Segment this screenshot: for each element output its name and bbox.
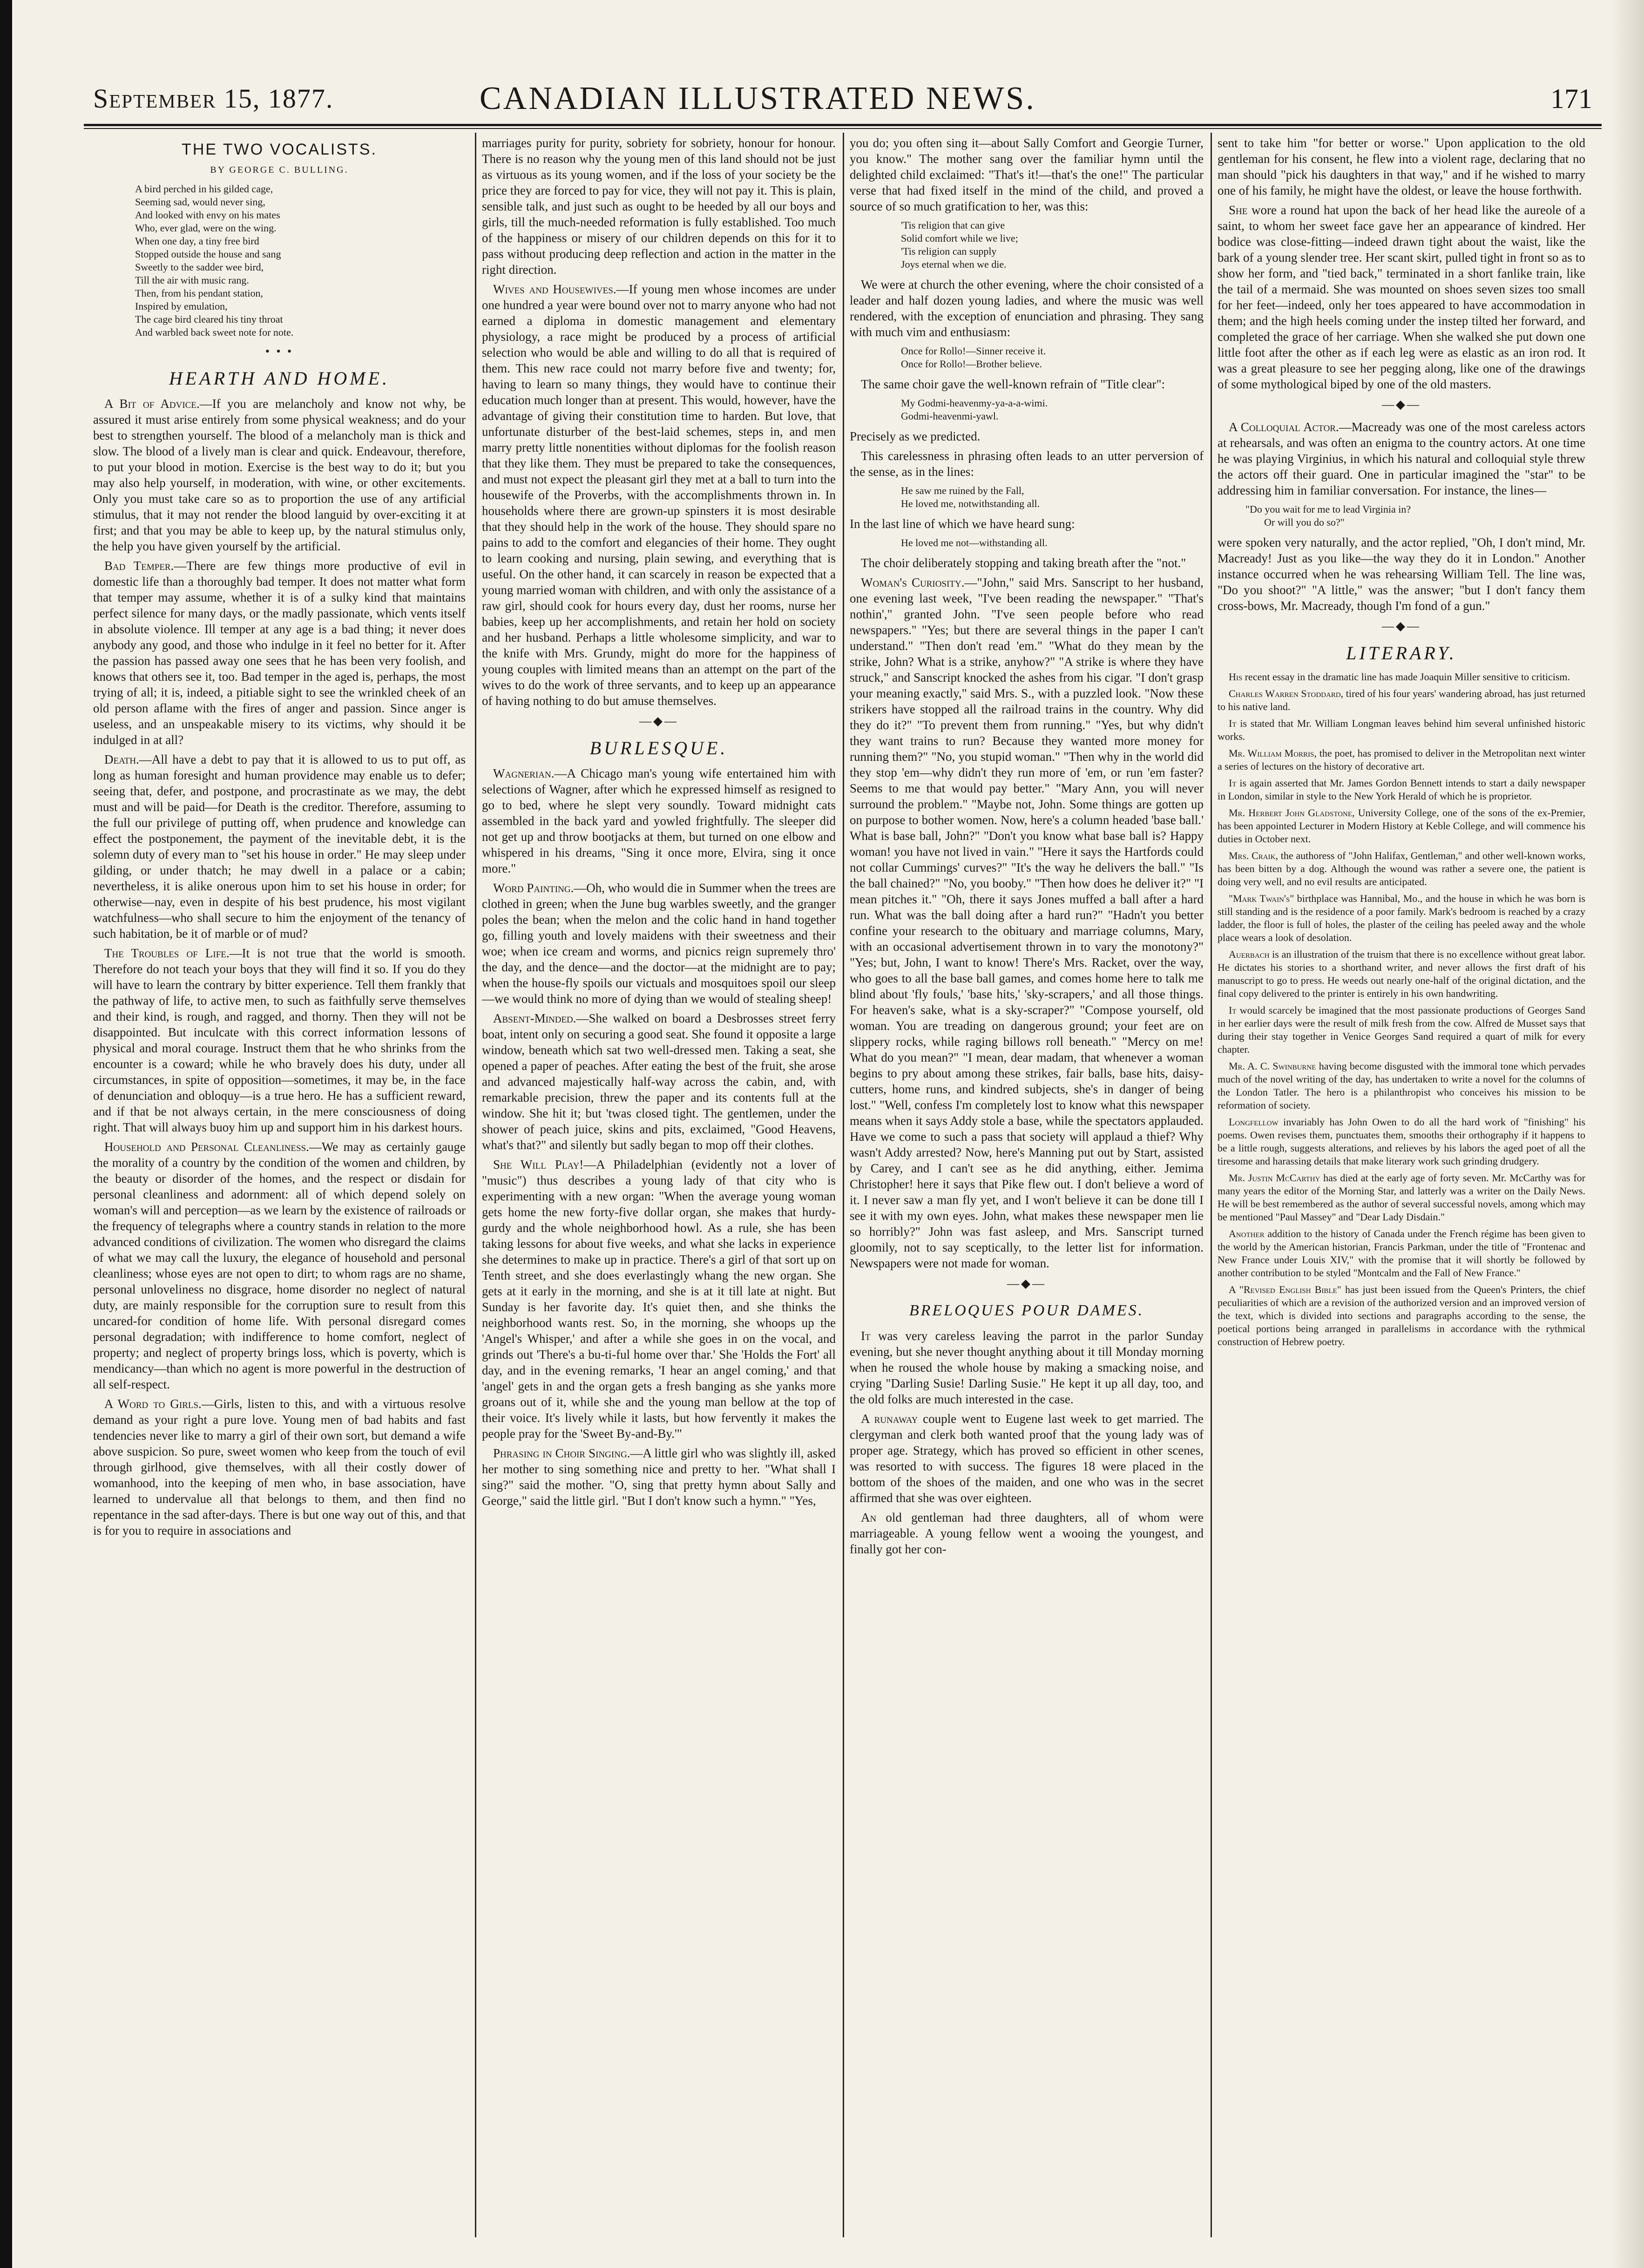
poem-title: THE TWO VOCALISTS.	[182, 141, 377, 158]
note-text: having become disgusted with the immoral tone which pervades much of the novel writing of the day, has undertaken to write a novel for the columns of the London Tatler. The hero is a philanthropist who conceives his mission to be reformation of society.	[1218, 1060, 1585, 1111]
literary-note	[1218, 1116, 1585, 1168]
article-text: In the last line of which we have heard sung:	[850, 517, 1075, 531]
article	[482, 1157, 836, 1442]
column-1	[93, 135, 466, 2230]
article	[1218, 535, 1585, 614]
column-divider	[475, 133, 476, 2237]
column-divider	[843, 133, 844, 2237]
note-lead: Mr. A. C. Swinburne	[1229, 1060, 1316, 1072]
literary-note	[1218, 777, 1585, 803]
note-text: is an illustration of the truism that there is no excellence without great labor. He dictates his stories to a shorthand writer, and never allows the first draft of his manuscript to go to press. He weeds out nearly one-half of the original dictation, and the final copy delivered to the printer is entirely in his own handwriting.	[1218, 948, 1585, 999]
verse-line: 'Tis religion can supply	[901, 245, 997, 257]
article-lead: The Troubles of Life.	[104, 946, 230, 960]
article-text: wore a round hat upon the back of her head like the aureole of a saint, to whom her sweet face gave her an appearance of kindred. Her bodice was close-fitting—indeed drawn tight about the waist, like the bark of a young slender tree. Her scant skirt, pulled tight in front so as to show her form, and "tied back," terminated in a short fanlike train, like the tail of a mermaid. She was mounted on shoes seven sizes too small for her feet—indeed, only her toes appeared to have accommodation in them; and the high heels coming under the instep tilted her forward, and completed the grace of her carriage. When she walked she put down one little foot after the other as if each leg were as elastic as an iron rod. It was a great pleasure to see her pegging along, like one of the drawings of some mythological biped by one of the old masters.	[1218, 203, 1585, 391]
article-text: old gentleman had three daughters, all of whom were marriageable. A young fellow went a wooing the youngest, and finally got her con-	[850, 1510, 1204, 1556]
verse-line: Once for Rollo!—Sinner receive it.	[901, 345, 1046, 357]
article-text: you do; you often sing it—about Sally Comfort and Georgie Turner, you know." The mother sang over the familiar hymn until the delighted child exclaimed: "That's it!—that's the one!" The particular verse that had fixed itself in the mind of the child, and proved a source of so much gratification to her, was this:	[850, 136, 1204, 213]
note-text: is stated that Mr. William Longman leaves behind him several unfinished historic works.	[1218, 718, 1585, 742]
verse	[901, 345, 1204, 371]
article-text: This carelessness in phrasing often leads to an utter perversion of the sense, as in the lines:	[850, 449, 1204, 479]
literary-note	[1218, 747, 1585, 773]
literary-note	[1218, 1171, 1585, 1224]
note-text: birthplace was Hannibal, Mo., and the house in which he was born is still standing and is the residence of a poor family. Mark's bedroom is reached by a crazy ladder, the floor is full of holes, the plaster of the ceiling has peeled away and the whole place wears a look of desolation.	[1218, 893, 1585, 943]
literary-note	[1218, 1283, 1585, 1348]
header-date: September 15, 1877.	[93, 83, 334, 114]
verse-line: Godmi-heavenmi-yawl.	[901, 410, 999, 422]
note-text: has just been issued from the Queen's Printers, the chief peculiarities of which are a revision of the authorized version and an improved version of the text, which is divided into sections and paragraphs according to the sense, the poetical portions being arranged in parallelisms in accordance with the rythmical construction of Hebrew poetry.	[1218, 1284, 1585, 1347]
article	[850, 277, 1204, 340]
article-lead: Bad Temper.	[104, 559, 174, 573]
poem-line: Then, from his pendant station,	[135, 287, 263, 299]
literary-note	[1218, 948, 1585, 1000]
article	[850, 1510, 1204, 1557]
article-text: couple went to Eugene last week to get married. The clergyman and clerk both wanted proof that the young lady was of proper age. Strategy, which has proved so efficient in other scenes, was resorted to with success. The figures 18 were placed in the bottom of the shoes of the maiden, and one who was in the secret affirmed that she was over eighteen.	[850, 1412, 1204, 1505]
ornament: —◆—	[1007, 1277, 1046, 1290]
article-text: —A little girl who was slightly ill, asked her mother to sing something nice and pretty to her. "What shall I sing?" said the mother. "O, sing that pretty hymn about Sally and George," said the little girl. "But I don't know such a hymn." "Yes,	[482, 1446, 836, 1508]
page-edge-shadow	[1611, 0, 1644, 2268]
article-lead: Wagnerian.	[493, 766, 555, 780]
article	[1218, 202, 1585, 392]
ornament: —◆—	[639, 714, 678, 728]
note-text: tired of his four years' wandering abroad, has just returned to his native land.	[1218, 688, 1585, 712]
article-text: The same choir gave the well-known refrain of "Title clear":	[861, 377, 1165, 391]
note-text: addition to the history of Canada under the French régime has been given to the world by the American historian, Francis Parkman, under the title of "Frontenac and New France under Louis XIV," with the promise that it will shortly be followed by another contribution to be styled "Montcalm and the Fall of New France."	[1218, 1228, 1585, 1279]
verse	[901, 484, 1204, 510]
literary-note	[1218, 1227, 1585, 1280]
ornament: —◆—	[1382, 398, 1421, 411]
verse-line: My Godmi-heavenmy-ya-a-a-wimi.	[901, 397, 1048, 409]
article	[850, 1328, 1204, 1407]
note-lead: "Mark Twain's"	[1229, 893, 1294, 904]
article-lead: A Colloquial Actor.	[1229, 420, 1339, 434]
verse	[901, 397, 1204, 423]
verse-line: "Do you wait for me to lead Virginia in?	[1245, 503, 1411, 515]
article-text: was very careless leaving the parrot in the parlor Sunday evening, but she never thought anything about it till Monday morning when he roused the whole house by making a smacking noise, and crying "Darling Susie! Darling Susie." He kept it up all day, too, and the old folks are much interested in the case.	[850, 1329, 1204, 1406]
article-text: —We may as certainly gauge the morality of a country by the condition of the women and children, by the beauty or disorder of the homes, and the respect or disdain for personal cleanliness and adornment: all of which depend solely on woman's will and perception—as we learn by the existence of railroads or the frequency of telegraphs where a country stands in relation to the more advanced conditions of civilization. The women who disregard the claims of what we may call the luxury, the elegance of household and personal cleanliness; whose eyes are not open to dirt; to whom rags are no shame, personal unloveliness no disgrace, home disorder no neglect of natural duty, are mainly responsible for the corruption sure to result from this uncared-for condition of home life. With personal disregard comes personal degradation; with indifference to home comfort, neglect of property; and neglect of property brings loss, which is poverty, which is mendicancy—than which no agent is more powerful in the destruction of all self-respect.	[93, 1140, 466, 1391]
article-lead: Absent-Minded.	[493, 1011, 576, 1025]
poem-byline: BY GEORGE C. BULLING.	[210, 165, 349, 175]
verse-line: He loved me not—withstanding all.	[901, 537, 1048, 548]
article	[93, 945, 466, 1135]
ornament: —◆—	[1382, 619, 1421, 633]
article-lead: Phrasing in Choir Singing.	[493, 1446, 630, 1460]
article-text: —If you are melancholy and know not why, be assured it must arise entirely from some physical weakness; and do your best to strengthen yourself. The blood of a melancholy man is thick and slow. The blood of a lively man is clear and quick. Endeavour, therefore, to put your blood in motion. Exercise is the best way to do it; but you may also help yourself, in moderation, with wine, or other excitements. Only you must take care so as to proportion the use of any artificial stimulus, that it may not render the blood languid by over-exciting it at first; and that you may be able to keep up, by the natural stimulus only, the help you have given yourself by the artificial.	[93, 397, 466, 553]
header-rule-thin	[84, 128, 1602, 129]
article-lead: Word Painting.	[493, 881, 574, 895]
article-text: —Macready was one of the most careless actors at rehearsals, and was often an enigma to the country actors. At one time he was playing Virginius, in which his natural and colloquial style threw the actors off their guard. One in particular imagined the "star" to be addressing him in familiar conversation. For instance, the lines—	[1218, 420, 1585, 497]
article	[482, 1445, 836, 1509]
verse-line: 'Tis religion that can give	[901, 219, 1005, 231]
article	[482, 1010, 836, 1153]
article-lead: Woman's Curiosity.	[861, 575, 965, 589]
article-lead: It	[861, 1329, 871, 1343]
note-lead: It	[1229, 718, 1237, 729]
article-text: —Oh, who would die in Summer when the trees are clothed in green; when the June bug warbles sweetly, and the granger poles the bean; when the melon and the colic hand in hand together go, filling youth and lovely maidens with their sweetness and their woe; when ice cream and worms, and picnics reign supremely thro' the day, and the dence—and the doctor—at the midnight are to pay; when the house-fly spoils our victuals and mosquitoes spoil our sleep—we would think no more of dying than we would of stealing sheep!	[482, 881, 836, 1006]
poem-line: A bird perched in his gilded cage,	[135, 183, 273, 195]
column-3	[850, 135, 1204, 2230]
article-text: Precisely as we predicted.	[850, 429, 981, 443]
page-number: 171	[1550, 83, 1592, 114]
section-heading: BURLESQUE.	[589, 738, 728, 758]
article	[482, 281, 836, 709]
note-text: would scarcely be imagined that the most passionate productions of Georges Sand in her earlier days were the result of milk fresh from the cow. Alfred de Musset says that during their stay together in Venice Georges Sand required a quart of milk for every chapter.	[1218, 1004, 1585, 1055]
note-lead: It	[1229, 777, 1237, 789]
column-divider	[1211, 133, 1212, 2237]
article	[1218, 419, 1585, 498]
article-lead: A runaway	[861, 1412, 918, 1426]
note-lead: It	[1229, 1004, 1237, 1016]
verse-line: Once for Rollo!—Brother believe.	[901, 358, 1042, 370]
section-heading: LITERARY.	[1346, 643, 1457, 663]
note-lead: Mr. Justin McCarthy	[1229, 1172, 1320, 1184]
poem-line: Sweetly to the sadder wee bird,	[135, 261, 264, 273]
article-lead: Household and Personal Cleanliness.	[104, 1140, 309, 1154]
verse-line: Solid comfort while we live;	[901, 232, 1018, 244]
verse-line: He loved me, notwithstanding all.	[901, 498, 1040, 509]
section-heading: BRELOQUES POUR DAMES.	[909, 1302, 1144, 1319]
poem-line: And warbled back sweet note for note.	[135, 326, 294, 338]
article-lead: A Word to Girls.	[104, 1397, 202, 1411]
note-lead: Another	[1229, 1228, 1265, 1239]
article	[93, 751, 466, 941]
article	[850, 135, 1204, 214]
note-lead: His	[1229, 671, 1243, 683]
article-lead: Death.	[104, 752, 139, 766]
article-text: were spoken very naturally, and the actor replied, "Oh, I don't mind, Mr. Macready! Just as you like—the way they do it in London." Another instance occurred when he was rehearsing William Tell. The line was, "Do you shoot?" "A little," was the answer; "but I don't fancy them cross-bows, Mr. Macready, though I'm fond of a gun."	[1218, 535, 1585, 613]
verse	[1245, 503, 1585, 529]
article-text: —She walked on board a Desbrosses street ferry boat, intent only on securing a good seat. She found it opposite a large window, beneath which sat two well-dressed men. Taking a seat, she opened a paper of peaches. After eating the best of the fruit, she arose and advanced majestically half-way across the cabin, and, with remarkable precision, threw the paper and its contents full at the window. She hit it; but 'twas closed tight. The gentlemen, under the shower of peach juice, skins and pits, exclaimed, "Good Heavens, what's that?" and silently but sadly began to mop off their clothes.	[482, 1011, 836, 1152]
article-text: —All have a debt to pay that it is allowed to us to put off, as long as human foresight and human providence may enable us to defer; seeing that, defer, and postpone, and procrastinate as we may, the debt must and will be paid—for Death is the creditor. Therefore, assuming to the full our privilege of putting off, when prudence and knowledge can effect the postponement, the payment of the inevitable debt, it is the solemn duty of every man to "set his house in order." He may sleep under gilding, or under thatch; he may dwell in a palace or a cabin; nevertheless, it is alike onerous upon him to set his house in order; for otherwise—nay, even in despite of his best prudence, his most vigilant watchfulness—who shall secure to him the enjoyment of the tenancy of such habitation, be it of marble or of mud?	[93, 752, 466, 941]
literary-note	[1218, 849, 1585, 888]
section-heading: HEARTH AND HOME.	[169, 368, 390, 389]
literary-note	[1218, 717, 1585, 743]
article	[93, 1139, 466, 1392]
article	[1218, 135, 1585, 198]
article-text: —A Chicago man's young wife entertained him with selections of Wagner, after which he expressed himself as resigned to go to bed, where he slept very soundly. Toward midnight cats assembled in the back yard and yowled frightfully. The sleeper did not get up and throw bootjacks at them, but turned on one elbow and whispered in his dreams, "Sing it once more, Elvira, sing it once more."	[482, 766, 836, 875]
verse	[901, 536, 1204, 549]
literary-note	[1218, 1060, 1585, 1112]
literary-note	[1218, 670, 1585, 684]
poem-line: Seeming sad, would never sing,	[135, 196, 265, 208]
note-lead: Auerbach	[1229, 948, 1270, 960]
article	[850, 1411, 1204, 1506]
article-lead: Wives and Housewives.	[493, 282, 616, 296]
poem-line: Till the air with music rang.	[135, 274, 249, 286]
column-4	[1218, 135, 1585, 2230]
note-lead: Charles Warren Stoddard,	[1229, 688, 1344, 699]
article	[850, 575, 1204, 1271]
header-rule	[84, 124, 1602, 126]
column-2	[482, 135, 836, 2230]
note-lead: Mrs. Craik,	[1229, 850, 1278, 861]
article	[482, 765, 836, 876]
article	[482, 135, 836, 278]
article-text: marriages purity for purity, sobriety for sobriety, honour for honour. There is no reason why the young men of this land should not be just as virtuous as its young women, and if the loss of your society be the price they are forced to pay for vice, they will not pay it. This is plain, sensible talk, and just such as ought to be heeded by all our boys and girls, till the much-needed reformation is fully established. Too much of the happiness or misery of our children depends on this for it to pass without producing deep reflection and action in the matter in the right direction.	[482, 136, 836, 277]
note-text: the authoress of "John Halifax, Gentleman," and other well-known works, has been bitten by a dog. Although the wound was rather a severe one, the patient is doing very well, and no evil results are anticipated.	[1218, 850, 1585, 887]
masthead-title: CANADIAN ILLUSTRATED NEWS.	[480, 81, 1036, 116]
article	[93, 558, 466, 748]
ornament: • • •	[265, 345, 294, 358]
poem-line: Stopped outside the house and sang	[135, 248, 281, 260]
note-text: the poet, has promised to deliver in the Metropolitan next winter a series of lectures on the history of decorative art.	[1218, 747, 1585, 772]
poem	[135, 183, 466, 339]
note-lead: A "Revised English Bible"	[1229, 1284, 1341, 1295]
article-text: The choir deliberately stopping and taking breath after the "not."	[861, 556, 1186, 570]
verse-line: Or will you do so?"	[1264, 516, 1345, 528]
verse	[901, 219, 1204, 271]
poem-line: The cage bird cleared his tiny throat	[135, 313, 283, 325]
note-text: invariably has John Owen to do all the hard work of "finishing" his poems. Owen revises them, punctuates them, smooths their orthography if it happens to be a little rough, suggests alterations, and relieves by his labors the aged poet of all the tiresome and harassing details that make literary work such grinding drudgery.	[1218, 1116, 1585, 1167]
article	[93, 1396, 466, 1538]
literary-notes	[1218, 670, 1585, 1348]
article-text: We were at church the other evening, where the choir consisted of a leader and half dozen young ladies, and where the music was well rendered, with the exception of enunciation and phrasing. They sang with much vim and enthusiasm:	[850, 278, 1204, 339]
literary-note	[1218, 806, 1585, 846]
note-text: has died at the early age of forty seven. Mr. McCarthy was for many years the editor of the Morning Star, and latterly was a writer on the Daily News. He will be best remembered as the author of several successful novels, among which may be mentioned "Paul Massey" and "Dear Lady Disdain."	[1218, 1172, 1585, 1223]
article-lead: She	[1229, 203, 1248, 217]
note-text: University College, one of the sons of the ex-Premier, has been appointed Lecturer in Modern History at Keble College, and will commence his duties in October next.	[1218, 807, 1585, 845]
article	[482, 880, 836, 1007]
poem-line: When one day, a tiny free bird	[135, 235, 259, 247]
poem-line: Who, ever glad, were on the wing.	[135, 222, 277, 234]
article-text: —"John," said Mrs. Sanscript to her husband, one evening last week, "I've been reading the newspaper." "That's nothin'," granted John. "I've seen people before who read newspapers." "Yes; but there are several things in the paper I can't understand." "Then don't read 'em." "What do they mean by the strike, John? What is a strike, anyhow?" "A strike is where they have struck," and Sanscript knocked the ashes from his cigar. "I don't grasp your meaning exactly," said Mrs. S., with a puzzled look. "Now these strikers have stopped all the railroad trains in the country. Why did they do it?" "To prevent them from running." "Yes, but why didn't they want trains to run? Because they wanted more money for running them?" "No, you stupid woman." "Then why in the world did they stop 'em—why didn't they run more of 'em, or run 'em faster? Seems to me that would pay better." "Mary Ann, you will never surround the problem." "Maybe not, John. Some things are gotten up on purpose to bother women. Now, here's a column headed 'base ball.' What is base ball, John?" "Don't you know what base ball is? Happy woman! you have not lived in vain." "Here it says the Hartfords could not collar Cummings' curves?" "It's the way he delivers the ball." "Is the ball chained?" "No, you booby." "Then how does he deliver it?" "I mean pitches it." "Oh, there it says Jones muffed a ball after a hard run. What was the ball doing after a hard run?" "Hadn't you better confine your research to the obituary and marriage columns, Mary, with an occasional advertisement thrown in to vary the monotony?" "Yes; but, John, I want to know! There's Mrs. Racket, over the way, who goes to all the base ball games, and comes home here to talk me blind about 'fly fouls,' 'base hits,' 'sky-scrapers,' and all those things. For heaven's sake, what is a sky-scraper?" "Compose yourself, old woman. You are treading on dangerous ground; your feet are on slippery rocks, while raging billows roll beneath." "Mercy on me! What do you mean?" "I mean, dear madam, that whenever a woman begins to pry about among these strikes, fair balls, base hits, daisy-cutters, home runs, and kindred subjects, she's in danger of being lost." "Well, confess I'm completely lost to know what this newspaper means when it says Addy stole a base, while the spectators applauded. Have we come to such a pass that society will applaud a thief? Why wasn't Addy arrested? Now, here's Manning put out by Start, assisted by Carey, and I can't see as he did anything, either. Jemima Christopher! here it says that Pike flew out. I don't believe a word of it. I never saw a man fly yet, and I won't believe it can be done till I see it with my own eyes. John, what makes these newspaper men lie so horribly?" John was fast asleep, and Mrs. Sanscript turned gloomily, not to say sceptically, to the letter list for information. Newspapers were not made for woman.	[850, 575, 1204, 1270]
literary-note	[1218, 687, 1585, 713]
note-text: is again asserted that Mr. James Gordon Bennett intends to start a daily newspaper in London, similar in style to the New York Herald of which he is proprietor.	[1218, 777, 1585, 802]
article-text: —If young men whose incomes are under one hundred a year were bound over not to marry anyone who had not earned a diploma in domestic management and elementary physiology, a race might be produced by a process of artificial selection who would be able and willing to do all that is required of them. This new race could not marry before five and twenty; for, having to learn so many things, they would have to continue their education much longer than at present. This would, however, have the advantage of giving their constitution time to harden. But love, that unfortunate disturber of the best-laid schemes, steps in, and men marry pretty little nonentities without diplomas for the foolish reason that they like them. They must be prepared to take the consequences, and must not expect the pleasant girl they met at a ball to turn into the housewife of the Proverbs, with the accomplishments thrown in. In households where there are grown-up spinsters it is most desirable that they should help in the work of the house. They should spare no pains to add to the comfort and elegancies of their home. They ought to learn cooking and nursing, plain sewing, and everything that is useful. On the other hand, it can scarcely in reason be expected that a young married woman with children, and with only the assistance of a raw girl, should cook for hours every day, dust her rooms, nurse her babies, keep up her accomplishments, and retain her hold on society and her husband. Perhaps a little wholesome simplicity, and war to the knife with Mrs. Grundy, might do more for the happiness of young couples with limited means than an attempt on the part of the wives to do the work of three servants, and to keep up an appearance of having nothing to do but amuse themselves.	[482, 282, 836, 708]
article-text: —It is not true that the world is smooth. Therefore do not teach your boys that they will find it so. If you do they will have to learn the contrary by bitter experience. Tell them frankly that the pathway of life, to active men, to such as faithfully serve themselves and their kind, is rough, and ragged, and thorny. Then they will not be disappointed. But inculcate with this correct information lessons of physical and moral courage. Instruct them that he who shrinks from the encounter is a coward; while he who bravely does his duty, under all circumstances, in spite of opposition—sometimes, it may be, in the face of denunciation and obloquy—is a true hero. He has a sufficient reward, and if that be not always certain, in the mere consciousness of doing right. That will always buoy him up and support him in his darkest hours.	[93, 946, 466, 1134]
article-lead: An	[861, 1510, 877, 1524]
verse-line: Joys eternal when we die.	[901, 258, 1007, 270]
article-text: —Girls, listen to this, and with a virtuous resolve demand as your right a pure love. Young men of bad habits and fast tendencies never like to marry a girl of their own sort, but demand a wife above suspicion. So pure, sweet women who keep from the touch of evil through girlhood, give themselves, with all their costly dower of womanhood, into the keeping of men who, in base association, have learned to undervalue all that belongs to them, and then find no repentance in the sad after-days. There is but one way out of this, and that is for you to require in associations and	[93, 1397, 466, 1537]
article-lead: A Bit of Advice.	[104, 397, 200, 411]
literary-note	[1218, 892, 1585, 944]
article-text: —There are few things more productive of evil in domestic life than a thoroughly bad temper. It does not matter what form that temper may assume, whether it is of a sulky kind that maintains perfect silence for many days, or the madly passionate, which vents itself in absolute violence. Ill temper at any age is a bad thing; it never does anybody any good, and those who indulge in it feel no better for it. After the passion has passed away one sees that he has been very foolish, and knows that others see it, too. Bad temper in the aged is, perhaps, the most trying of all; it is, indeed, a pitiable sight to see the wrinkled cheek of an old person aflame with the fires of anger and passion. Since anger is useless, and an unspeakable misery to its victims, why should it be indulged in at all?	[93, 559, 466, 747]
poem-line: Inspired by emulation,	[135, 300, 228, 312]
article-text: —A Philadelphian (evidently not a lover of "music") thus describes a young lady of that city who is experimenting with a new organ: "When the average young woman gets home the new forty-five dollar organ, she makes that hurdy-gurdy and the whole neighborhood howl. As a rule, she has been taking lessons for about five weeks, and what she lacks in experience she determines to make up in practice. There's a girl of that sort up on Tenth street, and she does everlastingly whang the new organ. She gets at it early in the morning, and she is at it till late at night. But Sunday is her favorite day. It's quiet then, and she thinks the neighborhood wants rest. So, in the morning, she whoops up the 'Angel's Whisper,' and after a while she goes in on the vocal, and grinds out 'There's a bu-ti-ful home over thar.' She 'Holds the Fort' all day, and in the evening remarks, 'I hear an angel coming,' and that 'angel' gets in and the organ gets a fresh banging as she yanks more groans out of it, while she and the young man bellow at the top of their voice. It's lively while it lasts, but how fervently it makes the people pray for the 'Sweet By-and-By.'"	[482, 1158, 836, 1441]
page-spine	[0, 0, 12, 2268]
article-text: sent to take him "for better or worse." Upon application to the old gentleman for his consent, he flew into a violent rage, declaring that no man should "pick his daughters in that way," and if he wished to marry one of his family, he might have the oldest, or leave the house forthwith.	[1218, 136, 1585, 197]
note-lead: Longfellow	[1229, 1116, 1279, 1128]
literary-note	[1218, 1004, 1585, 1056]
poem-line: And looked with envy on his mates	[135, 209, 280, 221]
note-lead: Mr. Herbert John Gladstone,	[1229, 807, 1355, 819]
article-lead: She Will Play!	[493, 1158, 584, 1171]
verse-line: He saw me ruined by the Fall,	[901, 485, 1024, 496]
article	[93, 396, 466, 554]
note-text: recent essay in the dramatic line has made Joaquin Miller sensitive to criticism.	[1242, 671, 1570, 683]
note-lead: Mr. William Morris,	[1229, 747, 1317, 759]
